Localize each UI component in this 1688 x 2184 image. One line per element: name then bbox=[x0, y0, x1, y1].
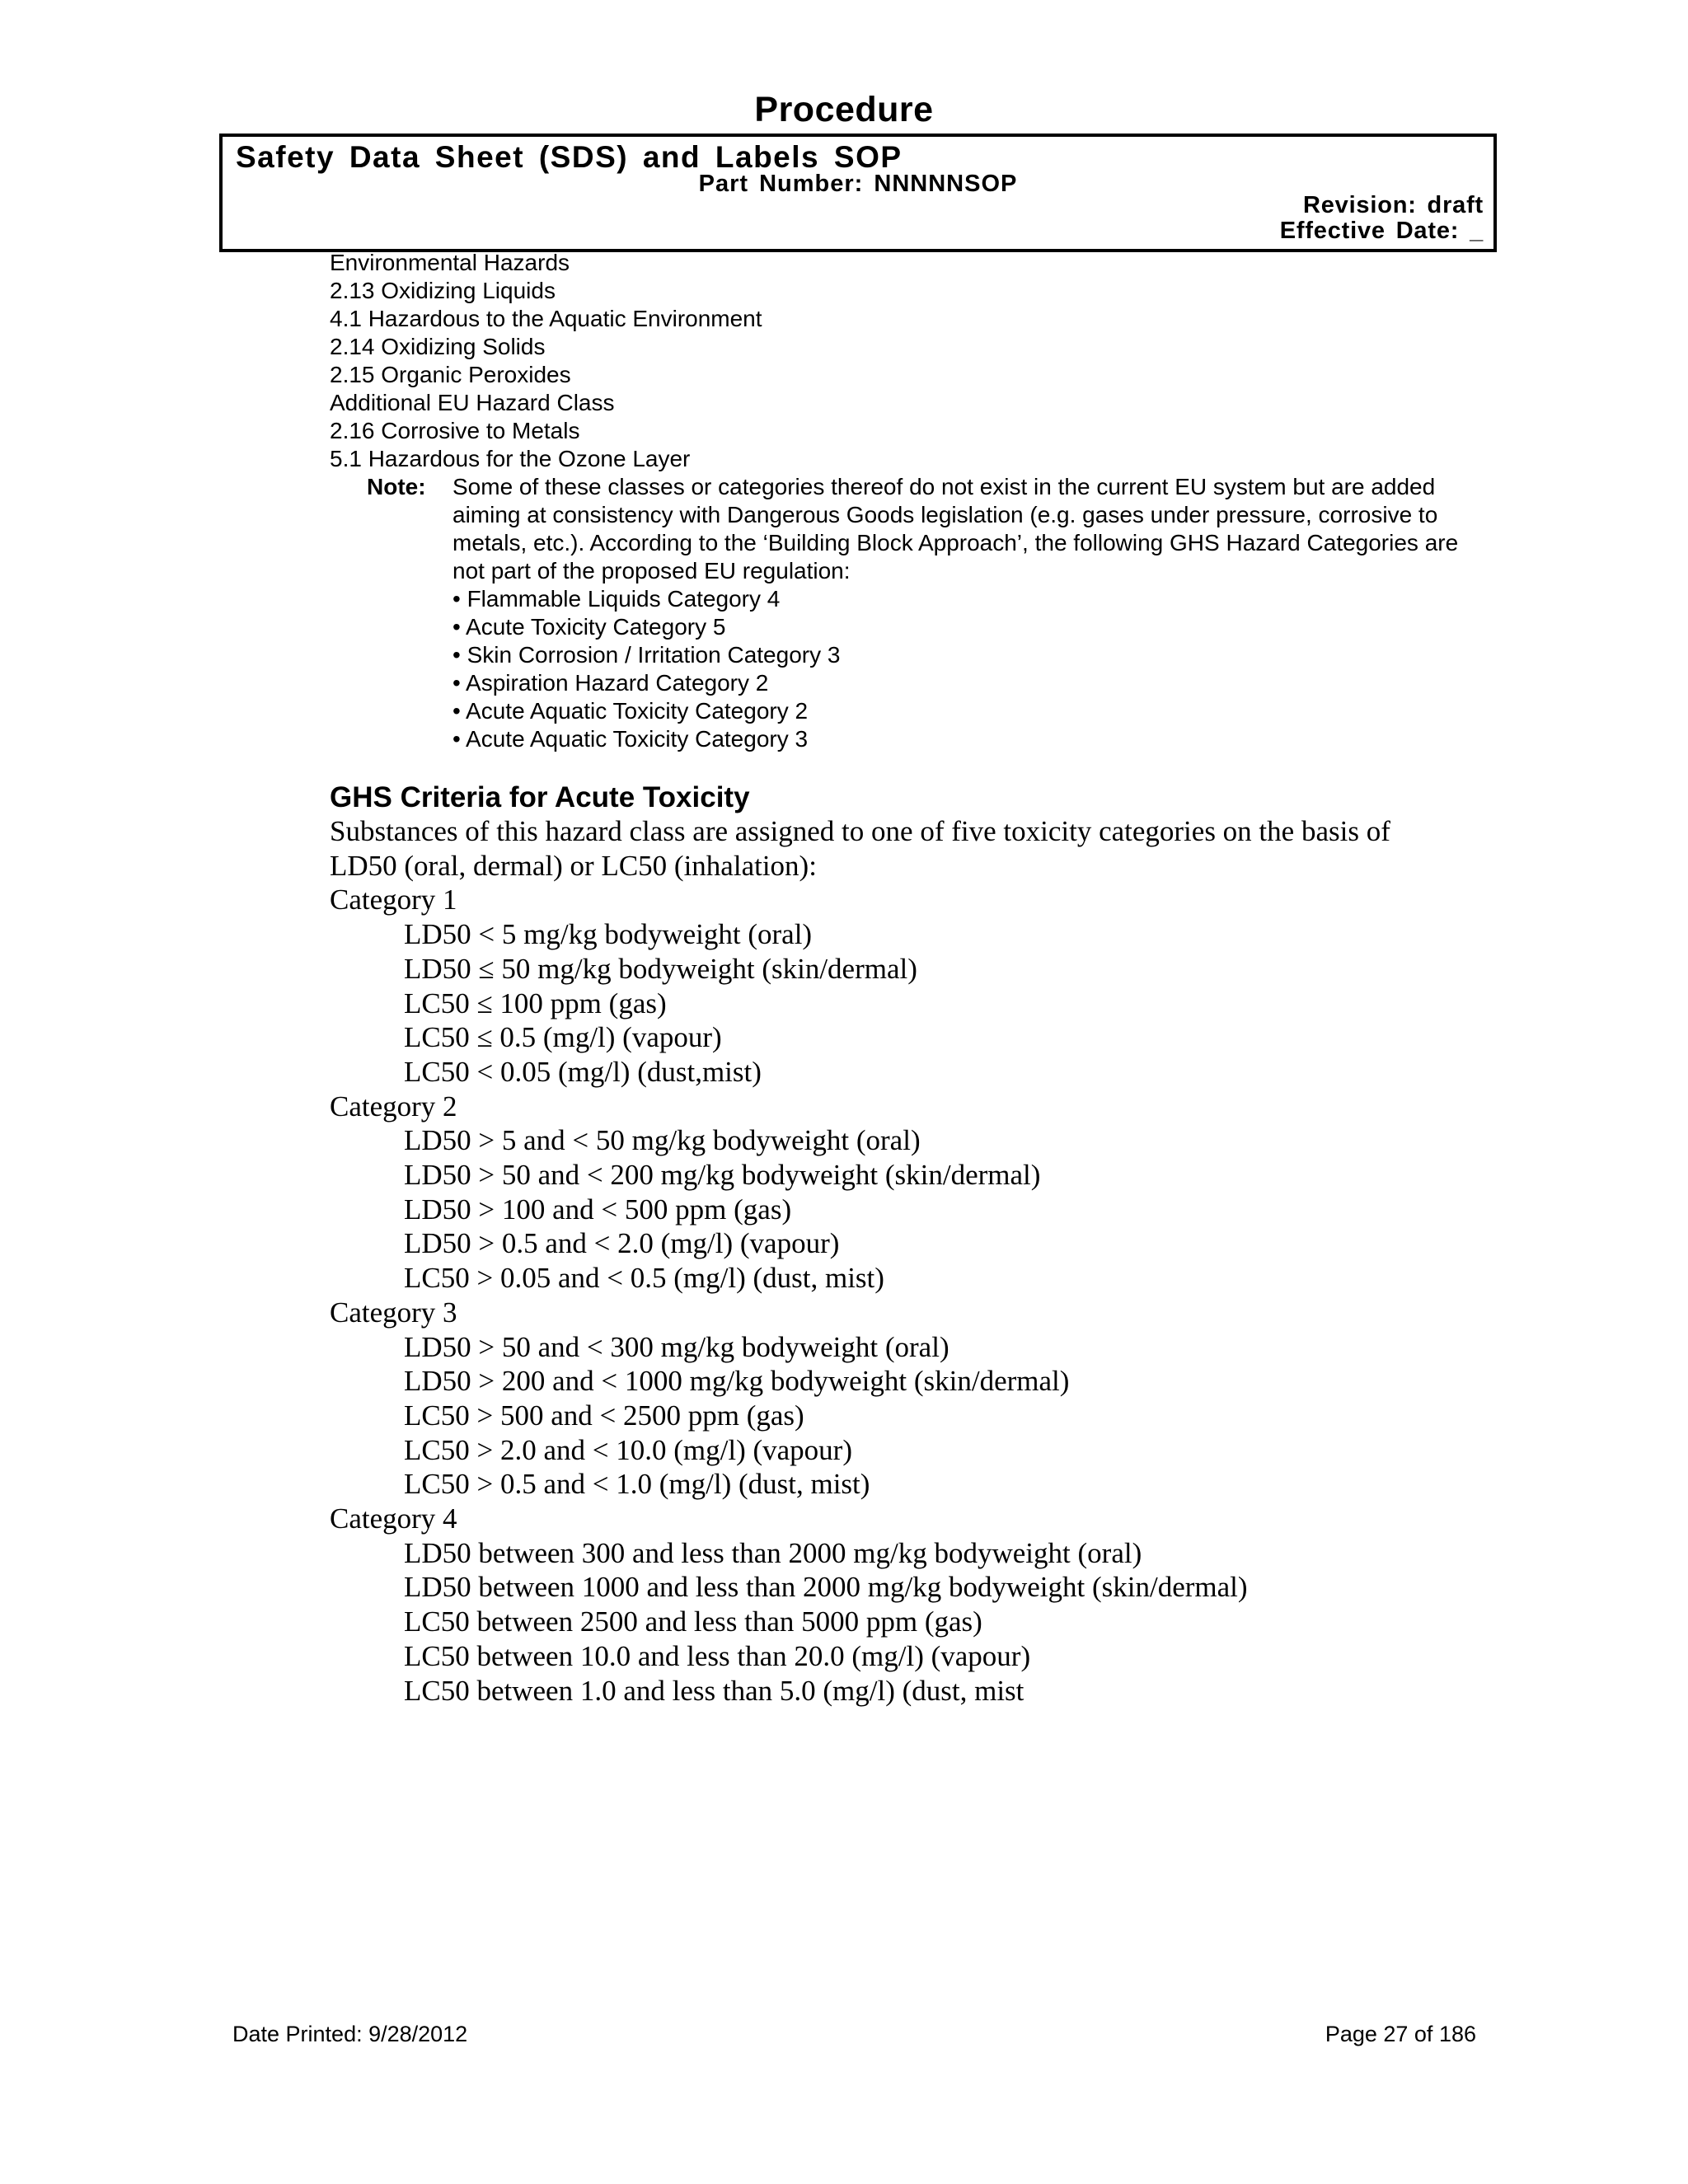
criteria-intro: Substances of this hazard class are assigned to one of five toxicity categories on the basis of LD50 (oral, dermal) or LC50 (inhalation): bbox=[330, 815, 1390, 882]
criteria-item: LC50 > 500 and < 2500 ppm (gas) bbox=[404, 1399, 804, 1432]
note-label: Note: bbox=[367, 474, 426, 499]
criteria-item: LC50 > 0.05 and < 0.5 (mg/l) (dust, mist) bbox=[404, 1262, 884, 1295]
document-header-box bbox=[219, 134, 1497, 252]
criteria-item: LC50 < 0.05 (mg/l) (dust,mist) bbox=[404, 1055, 762, 1088]
criteria-item: LC50 ≤ 0.5 (mg/l) (vapour) bbox=[404, 1021, 722, 1054]
date-printed: Date Printed: 9/28/2012 bbox=[232, 2022, 468, 2046]
note-bullet: • Acute Aquatic Toxicity Category 2 bbox=[452, 698, 809, 724]
criteria-item: LD50 > 100 and < 500 ppm (gas) bbox=[404, 1193, 792, 1226]
note-bullet: • Aspiration Hazard Category 2 bbox=[452, 670, 769, 696]
criteria-item: LD50 between 1000 and less than 2000 mg/kg bodyweight (skin/dermal) bbox=[404, 1571, 1248, 1604]
note-bullet: • Acute Toxicity Category 5 bbox=[452, 614, 726, 640]
criteria-item: LC50 ≤ 100 ppm (gas) bbox=[404, 987, 667, 1019]
section-heading: GHS Criteria for Acute Toxicity bbox=[330, 781, 750, 813]
criteria-item: LD50 > 5 and < 50 mg/kg bodyweight (oral) bbox=[404, 1124, 921, 1157]
hazard-list-item: 2.13 Oxidizing Liquids bbox=[330, 278, 556, 303]
revision-block bbox=[1280, 193, 1484, 244]
hazard-list-item: Additional EU Hazard Class bbox=[330, 390, 615, 415]
category-heading: Category 2 bbox=[330, 1090, 457, 1122]
criteria-item: LD50 < 5 mg/kg bodyweight (oral) bbox=[404, 918, 813, 951]
note-text: Some of these classes or categories thereof do not exist in the current EU system but are added aiming at consistency with Dangerous Goods legislation (e.g. gases under pressure, corrosive to metals, etc.). According to the ‘Building Block Approach’, the following GHS Hazard Categories are not part of the proposed EU regulation: bbox=[452, 474, 1459, 583]
page-number: Page 27 of 186 bbox=[1325, 2022, 1476, 2046]
hazard-list-item: Environmental Hazards bbox=[330, 250, 570, 275]
category-heading: Category 4 bbox=[330, 1502, 457, 1535]
hazard-list-item: 5.1 Hazardous for the Ozone Layer bbox=[330, 446, 691, 471]
note-bullet: • Acute Aquatic Toxicity Category 3 bbox=[452, 726, 809, 752]
note-body bbox=[452, 473, 1466, 753]
hazard-list-item: 2.15 Organic Peroxides bbox=[330, 362, 571, 387]
criteria-item: LC50 between 10.0 and less than 20.0 (mg/l) (vapour) bbox=[404, 1639, 1031, 1672]
hazard-list-item: 2.16 Corrosive to Metals bbox=[330, 418, 580, 443]
part-number: Part Number: NNNNNSOP bbox=[698, 171, 1018, 197]
category-heading: Category 3 bbox=[330, 1296, 457, 1329]
criteria-item: LC50 between 1.0 and less than 5.0 (mg/l) (dust, mist bbox=[404, 1674, 1025, 1707]
criteria-item: LC50 > 2.0 and < 10.0 (mg/l) (vapour) bbox=[404, 1433, 852, 1466]
acute-toxicity-criteria bbox=[330, 814, 1484, 1708]
page-title: Procedure bbox=[754, 90, 934, 129]
hazard-list-item: 2.14 Oxidizing Solids bbox=[330, 334, 546, 359]
sop-title: Safety Data Sheet (SDS) and Labels SOP bbox=[236, 140, 903, 174]
criteria-item: LD50 > 0.5 and < 2.0 (mg/l) (vapour) bbox=[404, 1227, 840, 1260]
hazard-list-item: 4.1 Hazardous to the Aquatic Environment bbox=[330, 306, 762, 331]
criteria-item: LC50 > 0.5 and < 1.0 (mg/l) (dust, mist) bbox=[404, 1468, 870, 1501]
criteria-item: LD50 > 200 and < 1000 mg/kg bodyweight (skin/dermal) bbox=[404, 1365, 1070, 1398]
criteria-item: LD50 ≤ 50 mg/kg bodyweight (skin/dermal) bbox=[404, 952, 917, 985]
criteria-item: LD50 > 50 and < 300 mg/kg bodyweight (oral) bbox=[404, 1330, 950, 1363]
criteria-item: LD50 between 300 and less than 2000 mg/kg bodyweight (oral) bbox=[404, 1536, 1142, 1569]
category-heading: Category 1 bbox=[330, 883, 457, 916]
note-bullet: • Skin Corrosion / Irritation Category 3 bbox=[452, 642, 841, 668]
revision: Revision: draft bbox=[1302, 192, 1484, 218]
effective-date: Effective Date: _ bbox=[1279, 218, 1484, 244]
hazard-class-list bbox=[330, 249, 762, 473]
note-bullet: • Flammable Liquids Category 4 bbox=[452, 586, 781, 612]
criteria-item: LD50 > 50 and < 200 mg/kg bodyweight (skin/dermal) bbox=[404, 1159, 1041, 1192]
criteria-item: LC50 between 2500 and less than 5000 ppm (gas) bbox=[404, 1605, 982, 1638]
